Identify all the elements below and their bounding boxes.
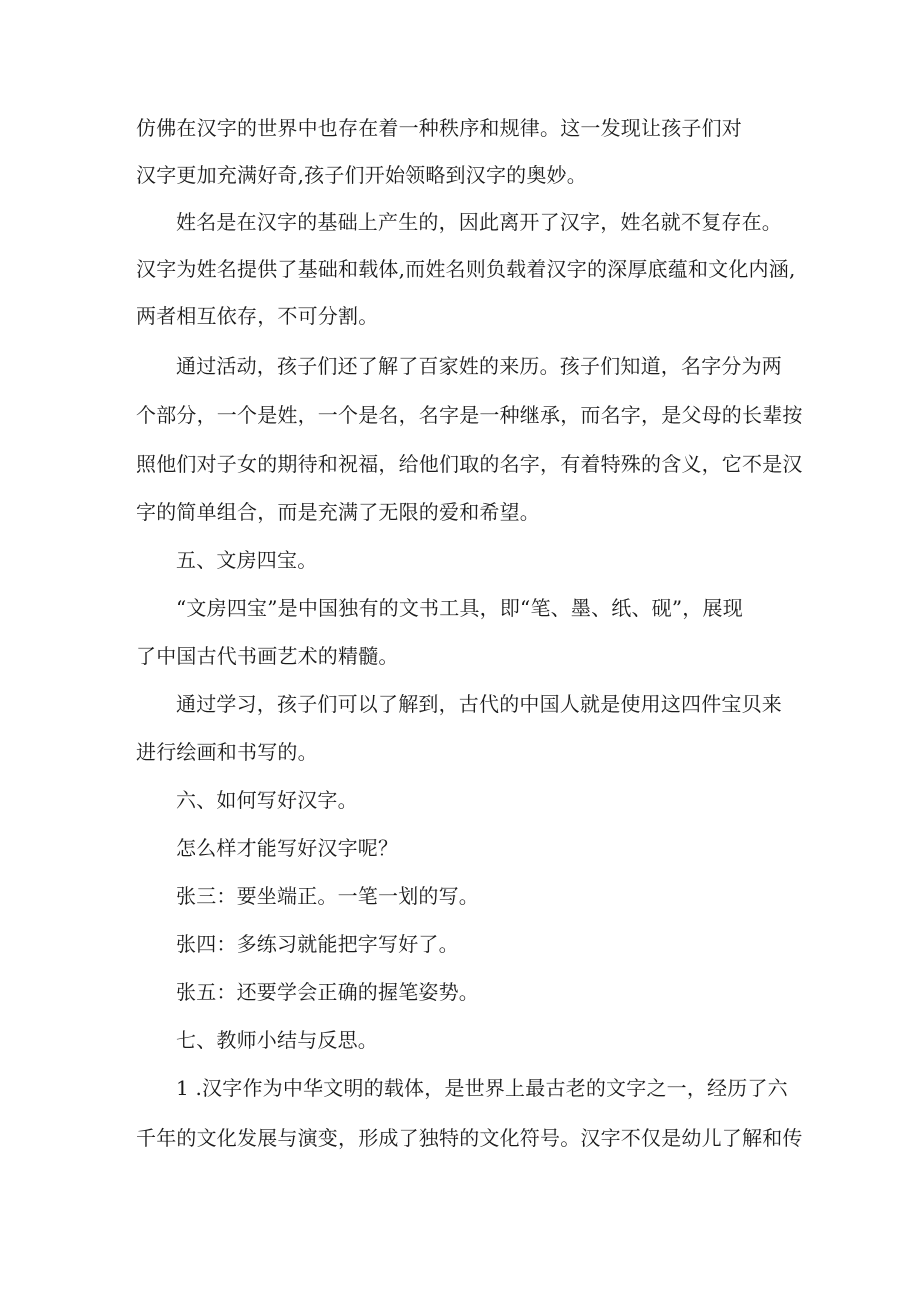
paragraph-line: 1 .汉字作为中华文明的载体，是世界上最古老的文字之一，经历了六: [176, 1076, 788, 1100]
paragraph-line: 张四：多练习就能把字写好了。: [176, 932, 459, 956]
paragraph-line: 两者相互依存，不可分割。: [136, 304, 379, 328]
paragraph-line: 仿佛在汉字的世界中也存在着一种秩序和规律。这一发现让孩子们对: [136, 116, 742, 140]
paragraph-line: 张五：还要学会正确的握笔姿势。: [176, 980, 479, 1004]
paragraph-line: 汉字为姓名提供了基础和载体,而姓名则负载着汉字的深厚底蕴和文化内涵,: [136, 257, 796, 281]
paragraph-line: 通过活动，孩子们还了解了百家姓的来历。孩子们知道，名字分为两: [176, 354, 782, 378]
paragraph-line: 汉字更加充满好奇,孩子们开始领略到汉字的奥妙。: [136, 163, 587, 187]
paragraph-line: 怎么样才能写好汉字呢？: [176, 836, 399, 860]
paragraph-line: 字的简单组合，而是充满了无限的爱和希望。: [136, 500, 540, 524]
paragraph-line: 姓名是在汉字的基础上产生的，因此离开了汉字，姓名就不复存在。: [176, 210, 782, 234]
paragraph-line: “文房四宝”是中国独有的文书工具，即“笔、墨、纸、砚”，展现: [176, 596, 743, 620]
section-heading: 五、文房四宝。: [176, 548, 318, 572]
paragraph-line: 张三：要坐端正。一笔一划的写。: [176, 884, 479, 908]
section-heading: 七、教师小结与反思。: [176, 1028, 378, 1052]
paragraph-line: 进行绘画和书写的。: [136, 740, 318, 764]
section-heading: 六、如何写好汉字。: [176, 788, 358, 812]
paragraph-line: 照他们对子女的期待和祝福，给他们取的名字，有着特殊的含义，它不是汉: [136, 452, 803, 476]
paragraph-line: 千年的文化发展与演变，形成了独特的文化符号。汉字不仅是幼儿了解和传: [136, 1126, 803, 1150]
paragraph-line: 了中国古代书画艺术的精髓。: [136, 644, 399, 668]
paragraph-line: 通过学习，孩子们可以了解到，古代的中国人就是使用这四件宝贝来: [176, 692, 782, 716]
paragraph-line: 个部分，一个是姓，一个是名，名字是一种继承，而名字，是父母的长辈按: [136, 403, 803, 427]
